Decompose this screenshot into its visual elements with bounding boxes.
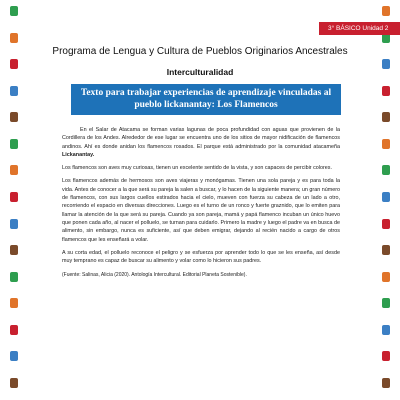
border-motif-icon xyxy=(10,33,18,43)
border-motif-icon xyxy=(10,351,18,361)
border-motif-icon xyxy=(10,165,18,175)
border-motif-icon xyxy=(382,139,390,149)
border-motif-icon xyxy=(382,86,390,96)
border-motif-icon xyxy=(10,139,18,149)
border-motif-icon xyxy=(382,192,390,202)
border-motif-icon xyxy=(382,298,390,308)
border-motif-icon xyxy=(10,272,18,282)
border-motif-icon xyxy=(10,112,18,122)
border-motif-icon xyxy=(382,219,390,229)
community-name: Lickanantay. xyxy=(62,151,95,158)
border-motif-icon xyxy=(10,6,18,16)
subject-title: Interculturalidad xyxy=(166,67,234,77)
border-motif-icon xyxy=(10,192,18,202)
border-motif-icon xyxy=(382,378,390,388)
text-title-banner xyxy=(71,84,341,115)
banner-line-2: pueblo lickanantay: Los Flamencos xyxy=(134,100,278,110)
grade-badge: 3° BÁSICO Unidad 2 xyxy=(319,22,400,35)
border-motif-icon xyxy=(382,272,390,282)
border-motif-icon xyxy=(10,219,18,229)
border-motif-icon xyxy=(10,325,18,335)
paragraph-1-text: En el Salar de Atacama se forman varias lagunas de poca profundidad con aguas que provienen de la Cordillera de los Andes. Alrededor de ese lugar se encuentra uno de los sitios de mayor nidificación de flamencos andinos. Ahí es donde anidan los flamencos rosados. El parque está administrado por la comunidad atacameña xyxy=(62,127,340,150)
border-motif-icon xyxy=(382,245,390,255)
reading-text xyxy=(62,126,340,285)
paragraph-2: Los flamencos son aves muy curiosas, tienen un excelente sentido de la vista, y son capaces de percibir colores. xyxy=(62,165,332,172)
border-motif-icon xyxy=(382,351,390,361)
border-motif-icon xyxy=(10,298,18,308)
border-motif-icon xyxy=(382,112,390,122)
border-motif-icon xyxy=(10,245,18,255)
program-title: Programa de Lengua y Cultura de Pueblos Originarios Ancestrales xyxy=(52,46,348,57)
paragraph-4: A su corta edad, el polluelo reconoce el peligro y se esfuerza por aprender todo lo que se les enseña, así desde muy temprano es capaz de buscar su alimento y volar como lo hicieron sus padres. xyxy=(62,249,340,265)
source-citation: (Fuente: Salinas, Alicia (2020). Antología Intercultural. Editorial Planeta Sostenible). xyxy=(62,272,247,279)
banner-line-1: Texto para trabajar experiencias de aprendizaje vinculadas al xyxy=(80,88,332,98)
border-motif-icon xyxy=(10,86,18,96)
paragraph-1 xyxy=(62,126,340,159)
paragraph-3: Los flamencos además de hermosos son aves viajeras y monógamas. Tienen una sola pareja y es para toda la vida. Antes de conocer a la que será su pareja la salen a buscar, y lo hacen de la siguiente manera; un gran número de flamencos, con sus largos cuellos estirados hacia el cielo, mueven con fuerza su cabeza de un lado a otro, recorriendo el espacio en diversas direcciones. Luego es el turno de un ronco y fuerte graznido, que lo emiten para llamar la atención de la que será su pareja. Cuando ya son pareja, mamá y papá flamenco incuban un único huevo que ponen cada año, al nacer el polluelo, se turnan para cuidarlo. Primero la madre y luego el padre va en busca de alimento, sin embargo, nunca es suficiente, así que deben emigrar, dejando al recién nacido a cargo de otros flamencos que les enseñará a volar. xyxy=(62,178,340,243)
border-motif-icon xyxy=(382,165,390,175)
left-decorative-border xyxy=(6,0,22,400)
border-motif-icon xyxy=(382,6,390,16)
right-decorative-border xyxy=(378,0,394,400)
border-motif-icon xyxy=(10,378,18,388)
border-motif-icon xyxy=(382,325,390,335)
